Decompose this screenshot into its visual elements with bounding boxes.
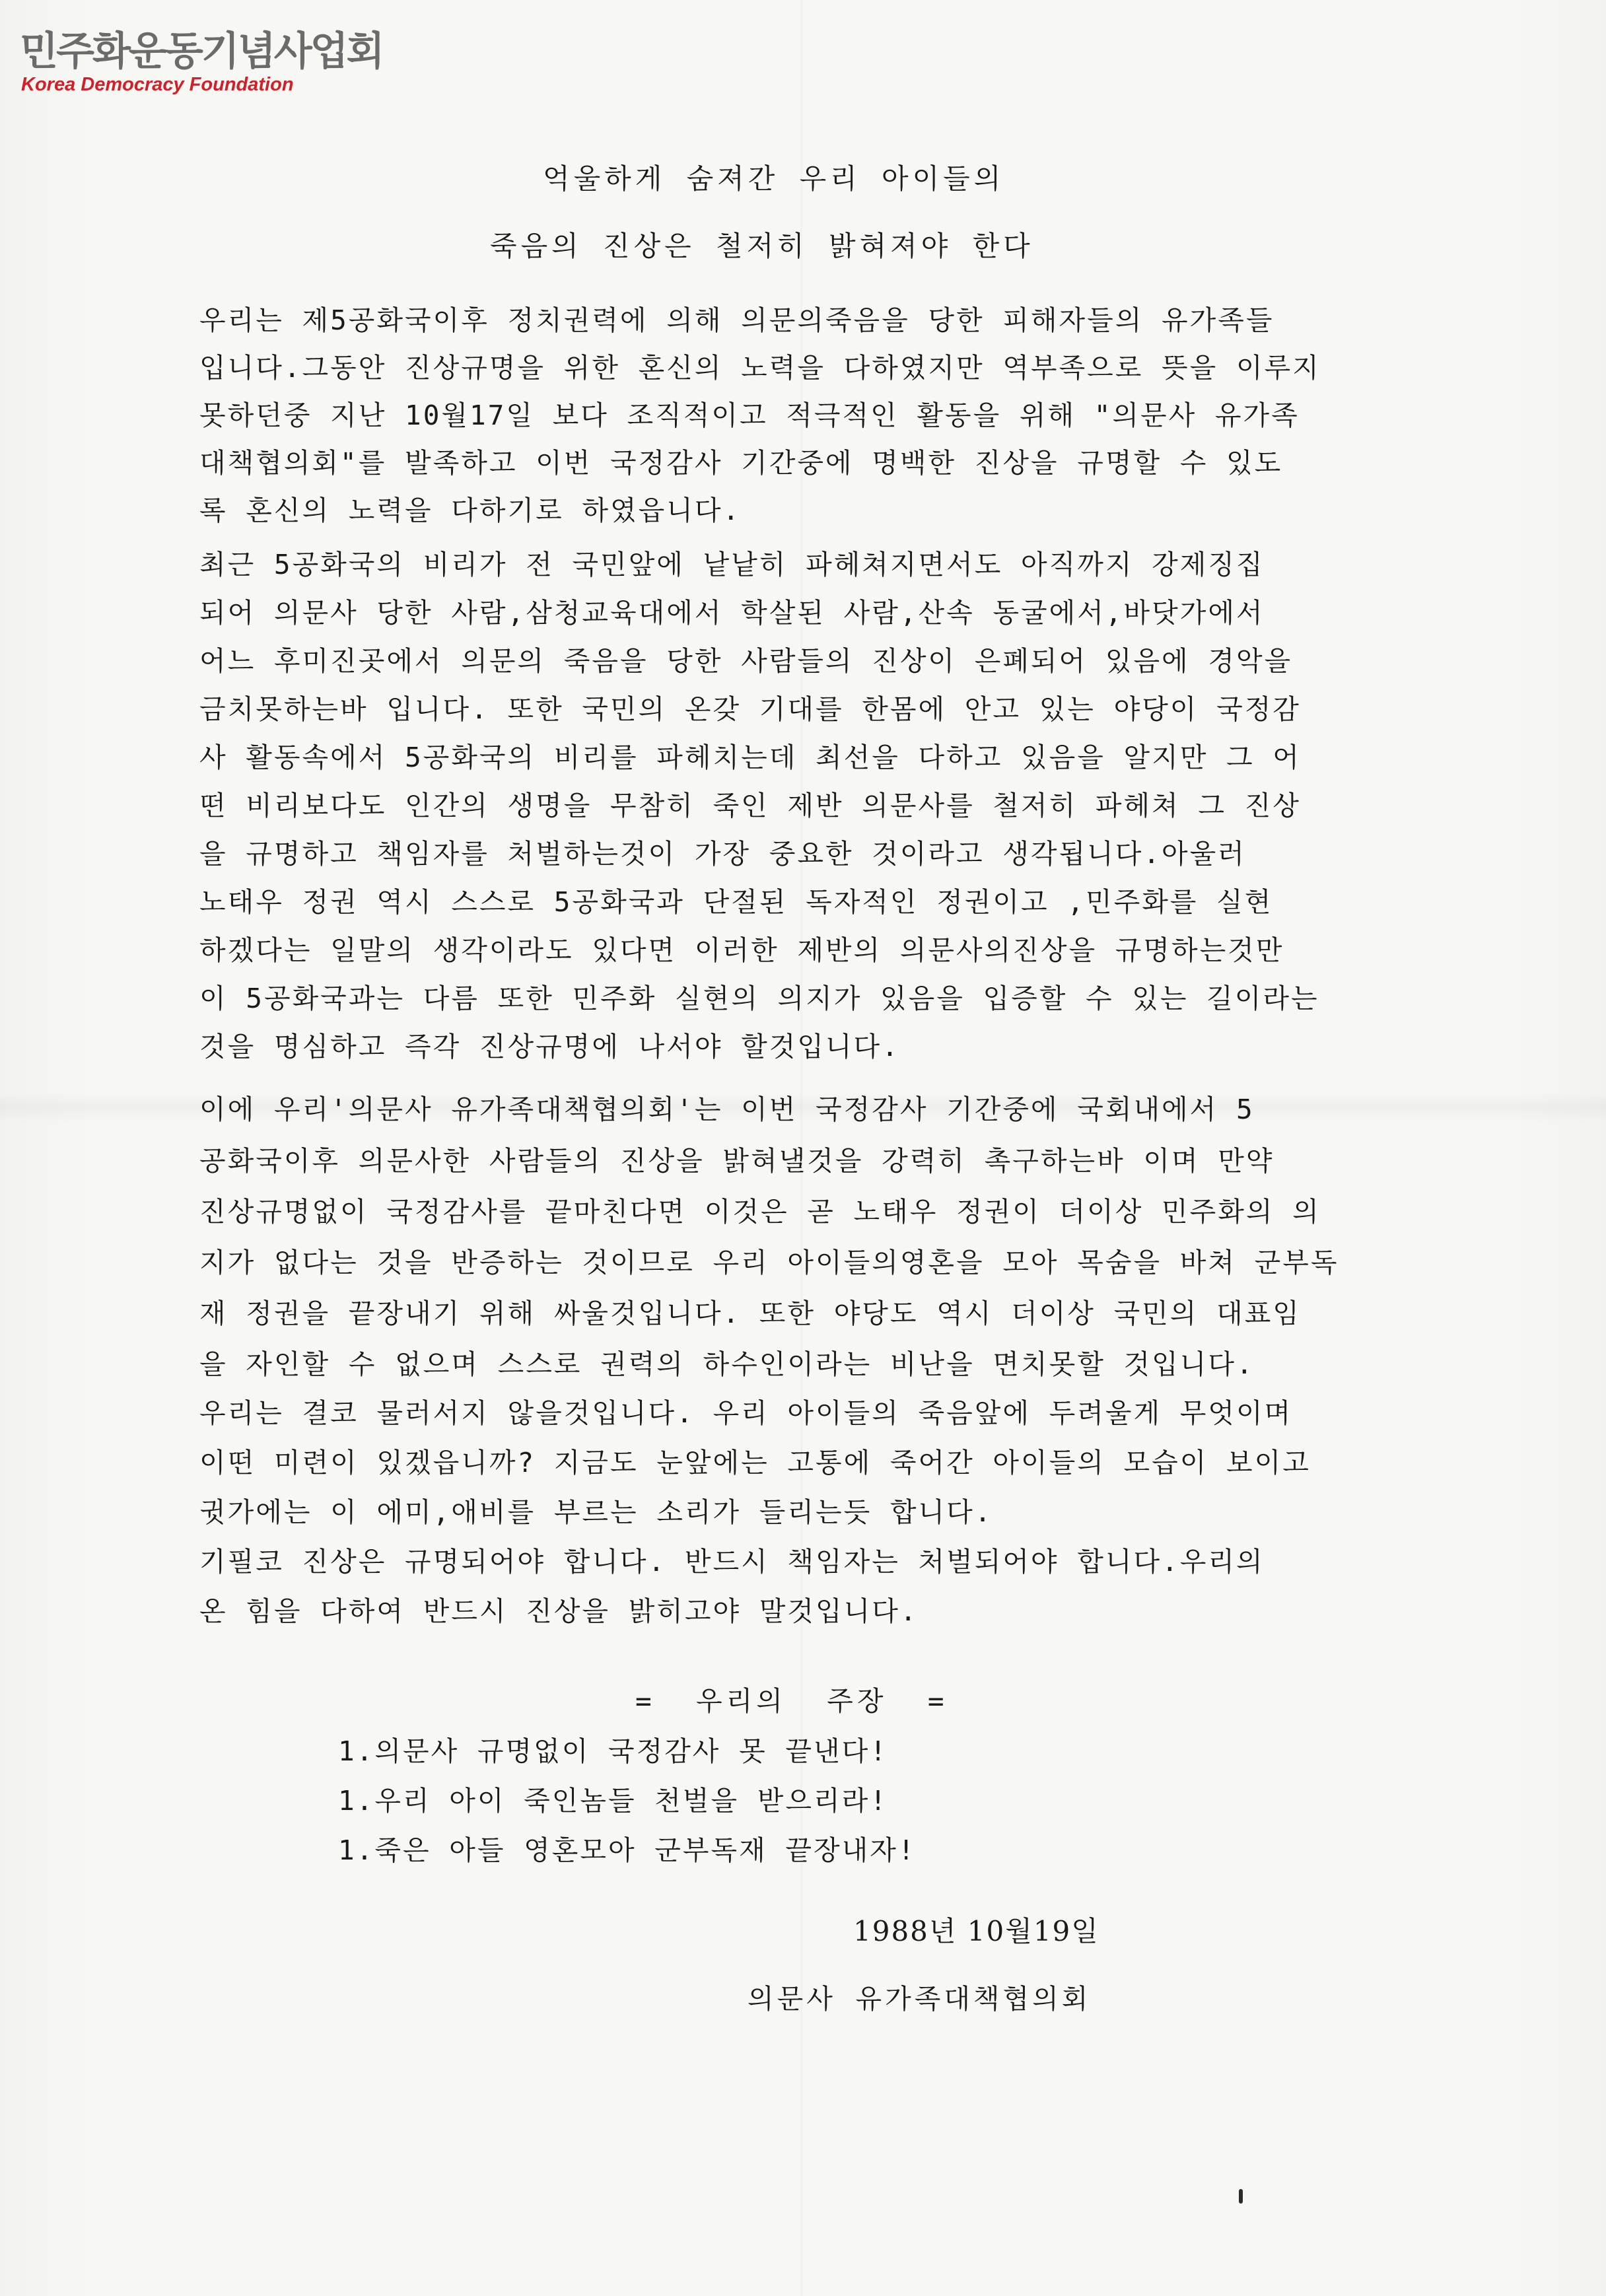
- body-line: 노태우 정권 역시 스스로 5공화국과 단절된 독자적인 정권이고 ,민주화를 실현: [199, 886, 1273, 918]
- body-line: 입니다.그동안 진상규명을 위한 혼신의 노력을 다하였지만 역부족으로 뜻을 이루지: [199, 352, 1321, 384]
- slogan-item: 1.죽은 아들 영혼모아 군부독재 끝장내자!: [338, 1834, 917, 1866]
- body-line: 어느 후미진곳에서 의문의 죽음을 당한 사람들의 진상이 은폐되어 있음에 경악을: [199, 645, 1293, 677]
- body-line: 이 5공화국과는 다름 또한 민주화 실현의 의지가 있음을 입증할 수 있는 길이라는: [199, 983, 1319, 1014]
- body-line: 최근 5공화국의 비리가 전 국민앞에 낱낱히 파헤쳐지면서도 아직까지 강제징집: [199, 549, 1265, 580]
- slogan-item: 1.우리 아이 죽인놈들 천벌을 받으리라!: [338, 1785, 888, 1817]
- document-date: 1988년 10월19일: [853, 1915, 1100, 1947]
- logo-english-text: Korea Democracy Foundation: [21, 74, 294, 95]
- body-line: 우리는 제5공화국이후 정치권력에 의해 의문의죽음을 당한 피해자들의 유가족들: [199, 304, 1274, 336]
- body-line: 이떤 미련이 있겠읍니까? 지금도 눈앞에는 고통에 죽어간 아이들의 모습이 보이고: [199, 1447, 1311, 1478]
- ink-speck: [1239, 2189, 1243, 2204]
- body-line: 공화국이후 의문사한 사람들의 진상을 밝혀낼것을 강력히 촉구하는바 이며 만약: [199, 1145, 1274, 1177]
- logo-korean-text: 민주화운동기념사업회: [20, 28, 383, 75]
- body-line: 떤 비리보다도 인간의 생명을 무참히 죽인 제반 의문사를 철저히 파헤쳐 그 진상: [199, 790, 1301, 821]
- slogan-item: 1.의문사 규명없이 국정감사 못 끝낸다!: [338, 1735, 888, 1767]
- body-line: 록 혼신의 노력을 다하기로 하였읍니다.: [199, 495, 742, 526]
- body-line: 기필코 진상은 규명되어야 합니다. 반드시 책임자는 처벌되어야 합니다.우리의: [199, 1546, 1265, 1578]
- body-line: 진상규명없이 국정감사를 끝마친다면 이것은 곧 노태우 정권이 더이상 민주화의 의: [199, 1196, 1321, 1228]
- body-line: 재 정권을 끝장내기 위해 싸울것입니다. 또한 야당도 역시 더이상 국민의 대표임: [199, 1298, 1301, 1329]
- body-line: 지가 없다는 것을 반증하는 것이므로 우리 아이들의영혼을 모아 목숨을 바쳐 군부독: [199, 1247, 1339, 1278]
- body-line: 사 활동속에서 5공화국의 비리를 파헤치는데 최선을 다하고 있음을 알지만 그 어: [199, 742, 1301, 773]
- body-line: 이에 우리'의문사 유가족대책협의회'는 이번 국정감사 기간중에 국회내에서 5: [199, 1094, 1255, 1125]
- slogans-heading: = 우리의 주장 =: [635, 1685, 948, 1717]
- body-line: 을 자인할 수 없으며 스스로 권력의 하수인이라는 비난을 면치못할 것입니다.: [199, 1348, 1255, 1380]
- body-line: 온 힘을 다하여 반드시 진상을 밝히고야 말것입니다.: [199, 1595, 919, 1627]
- body-line: 금치못하는바 입니다. 또한 국민의 온갖 기대를 한몸에 안고 있는 야당이 국정감: [199, 693, 1301, 725]
- body-line: 것을 명심하고 즉각 진상규명에 나서야 할것입니다.: [199, 1031, 900, 1062]
- foundation-logo: [20, 20, 383, 99]
- body-line: 하겠다는 일말의 생각이라도 있다면 이러한 제반의 의문사의진상을 규명하는것만: [199, 934, 1284, 966]
- body-line: 못하던중 지난 10월17일 보다 조직적이고 적극적인 활동을 위해 "의문사 유가족: [199, 400, 1300, 431]
- body-line: 우리는 결코 물러서지 않을것입니다. 우리 아이들의 죽음앞에 두려울게 무엇이며: [199, 1397, 1293, 1429]
- body-line: 대책협의회"를 발족하고 이번 국정감사 기간중에 명백한 진상을 규명할 수 있도: [199, 447, 1283, 479]
- body-line: 을 규명하고 책임자를 처벌하는것이 가장 중요한 것이라고 생각됩니다.아울러: [199, 838, 1246, 870]
- body-line: 귓가에는 이 에미,애비를 부르는 소리가 들리는듯 합니다.: [199, 1496, 993, 1528]
- document-title-line-2: 죽음의 진상은 철저히 밝혀져야 한다: [490, 230, 1034, 262]
- document-signature: 의문사 유가족대책협의회: [748, 1983, 1092, 2015]
- document-title-line-1: 억울하게 숨져간 우리 아이들의: [543, 162, 1005, 195]
- body-line: 되어 의문사 당한 사람,삼청교육대에서 학살된 사람,산속 동굴에서,바닷가에서: [199, 597, 1265, 629]
